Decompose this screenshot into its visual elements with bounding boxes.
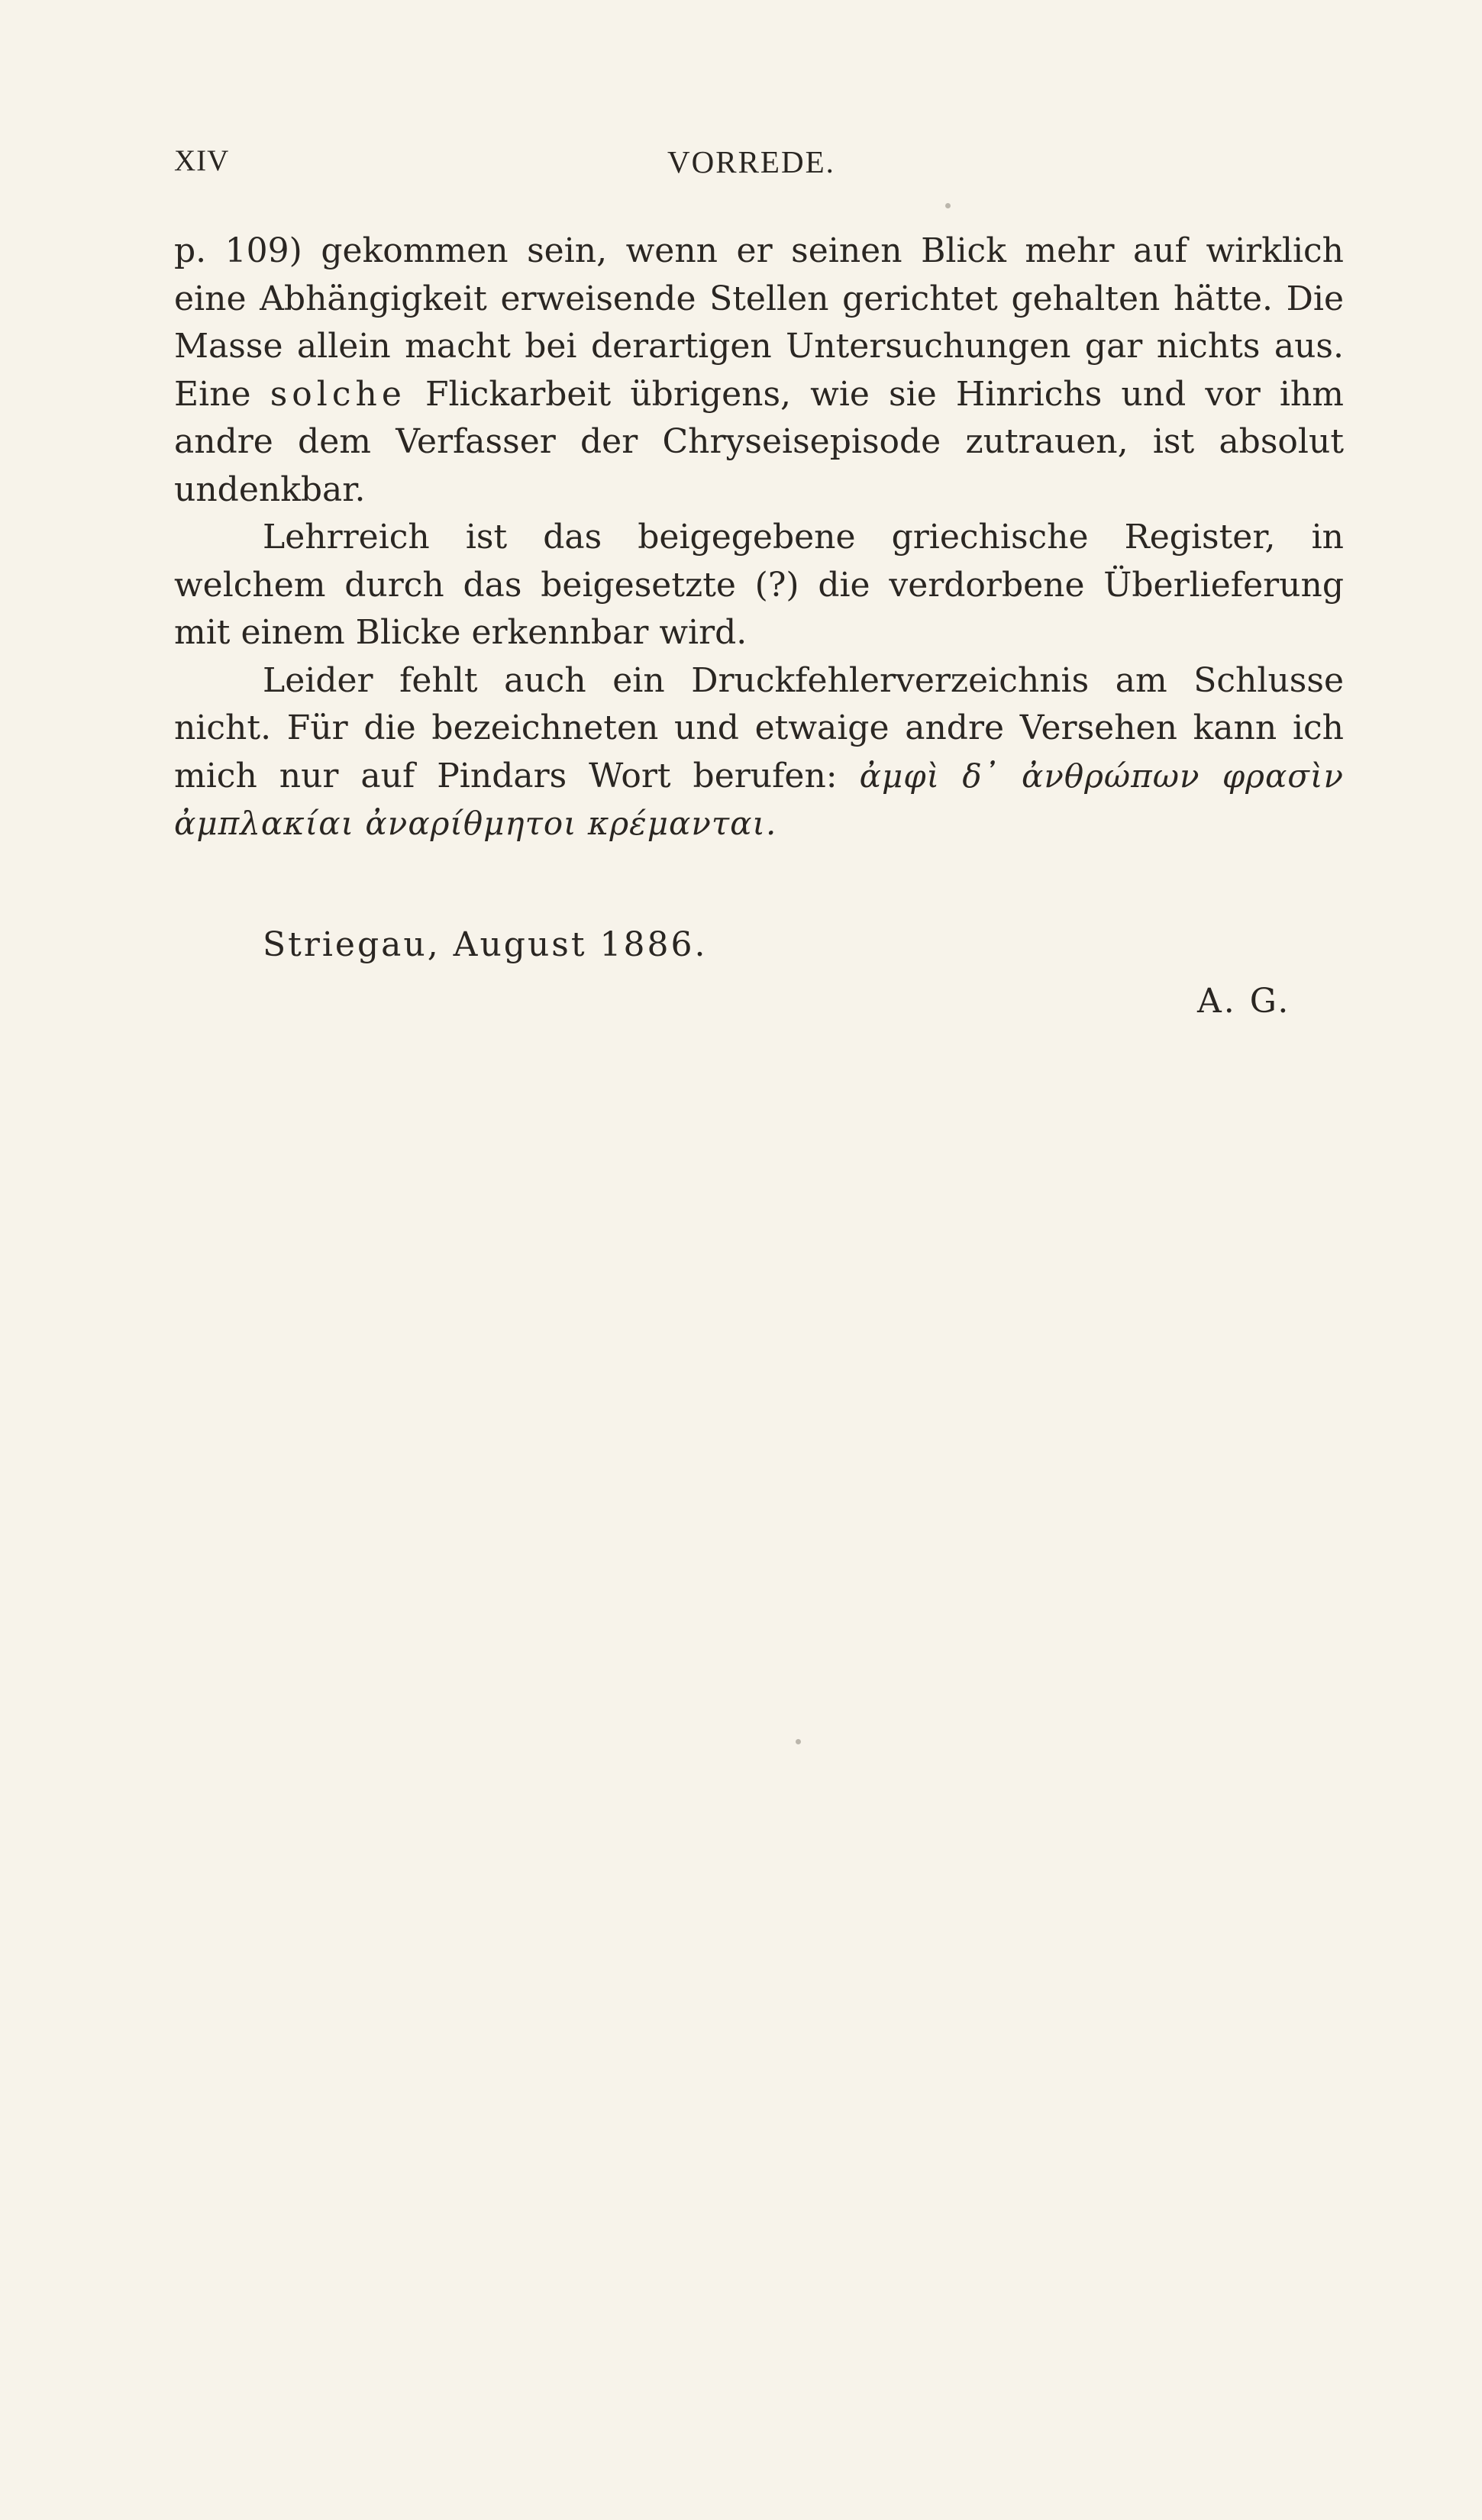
paragraph-1-rest: Flickarbeit übrigens, wie sie Hinrichs und vor ihm andre dem Verfasser der Chryseisepisode zutrauen, ist absolut undenkbar. bbox=[174, 374, 1344, 509]
paragraph-3-text: Leider fehlt auch ein Druckfehlerverzeichnis am Schlusse nicht. Für die bezeichneten und etwaige andre Versehen kann ich mich nur auf Pindars Wort berufen: bbox=[174, 660, 1344, 795]
place-and-date: Striegau, August 1886. bbox=[263, 925, 708, 964]
page-number: XIV bbox=[174, 144, 230, 177]
paragraph-1-spaced-word: solche bbox=[270, 374, 406, 414]
paragraph-2: Lehrreich ist das beigegebene griechische Register, in welchem durch das beigesetzte (?) die verdorbene Überlieferung mit einem Blicke erkennbar wird. bbox=[174, 518, 1344, 652]
author-initials: A. G. bbox=[1197, 982, 1291, 1021]
running-head: VORREDE. bbox=[667, 144, 835, 179]
paragraph-1 bbox=[174, 227, 1344, 514]
body-text bbox=[174, 227, 1344, 848]
greek-quotation: ἀμφὶ δ᾽ ἀνθρώπων φρασὶν ἀμπλακίαι ἀναρίθμητοι κρέμανται. bbox=[174, 757, 1344, 842]
paper-speck bbox=[945, 203, 951, 208]
paper-speck bbox=[796, 1739, 801, 1744]
page-header bbox=[174, 144, 1344, 186]
paragraph-3 bbox=[174, 657, 1344, 848]
paragraph-1-text: p. 109) gekommen sein, wenn er seinen Blick mehr auf wirklich eine Abhängigkeit erweisende Stellen gerichtet gehalten hätte. Die Masse allein macht bei derartigen Untersuchungen gar nichts aus. Eine bbox=[174, 231, 1344, 414]
